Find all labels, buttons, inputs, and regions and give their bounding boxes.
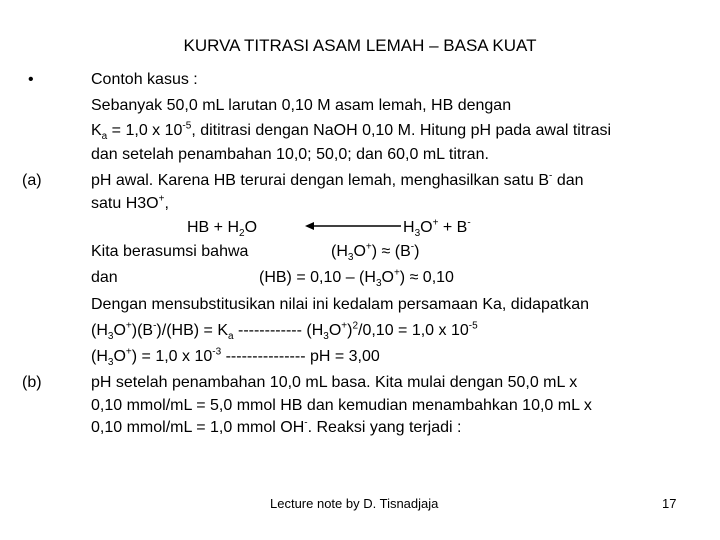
line-problem-3: dan setelah penambahan 10,0; 50,0; dan 60,0 mL titran. [91, 146, 489, 163]
footer-note: Lecture note by D. Tisnadjaja [270, 496, 439, 511]
line-ph-setelah-2: 0,10 mmol/mL = 5,0 mmol HB dan kemudian menambahkan 10,0 mL x [91, 397, 592, 414]
line-dan-expr: $(HB) = 0,10 - (H_3O^+) \approx 0,10$ [259, 267, 454, 290]
line-assumption-label: Kita berasumsi bahwa [91, 243, 249, 260]
page-number: 17 [662, 496, 677, 511]
line-contoh-kasus: Contoh kasus : [91, 71, 198, 88]
line-ph-setelah-1: pH setelah penambahan 10,0 mL basa. Kita mulai dengan 50,0 mL x [91, 374, 578, 391]
line-substitution: Dengan mensubstitusikan nilai ini kedalam persamaan Ka, didapatkan [91, 296, 590, 313]
slide-title: KURVA TITRASI ASAM LEMAH – BASA KUAT [183, 36, 537, 55]
line-problem-2: $K_a = 1,0$ x $10^{-5}$, dititrasi dengan NaOH 0,10 M. Hitung pH pada awal titrasi [91, 120, 612, 143]
item-marker-b: (b) [22, 374, 42, 391]
line-dan-label: dan [91, 269, 118, 286]
line-ph-result: $(H_3O^+) = 1,0$ x $10^{-3}$ --------------- pH = 3,00 [91, 346, 380, 369]
line-assumption-expr: $(H_3O^+) \approx (B^-)$ [331, 241, 420, 264]
line-ph-awal-1: pH awal. Karena HB terurai dengan lemah, menghasilkan satu B- dan [91, 170, 584, 189]
item-marker-a: (a) [22, 172, 42, 189]
equation-products: $H_3O^+ + B^-$ [403, 217, 471, 240]
equation-reactants: HB + $H_2O$ [187, 219, 258, 240]
line-ka-expression: $(H_3O^+)(B^-)/(HB) = K_a$ ------------ $(H_3O^+)^2/0,10 = 1,0$ x $10^{-5}$ [91, 320, 478, 343]
line-ph-awal-2: satu H3O+, [91, 193, 169, 212]
line-problem-1: Sebanyak 50,0 mL larutan 0,10 M asam lemah, HB dengan [91, 97, 512, 114]
line-ph-setelah-3: 0,10 mmol/mL = 1,0 mmol OH-. Reaksi yang terjadi : [91, 417, 462, 436]
equilibrium-arrow-icon [305, 221, 401, 231]
bullet-marker: • [28, 71, 34, 88]
